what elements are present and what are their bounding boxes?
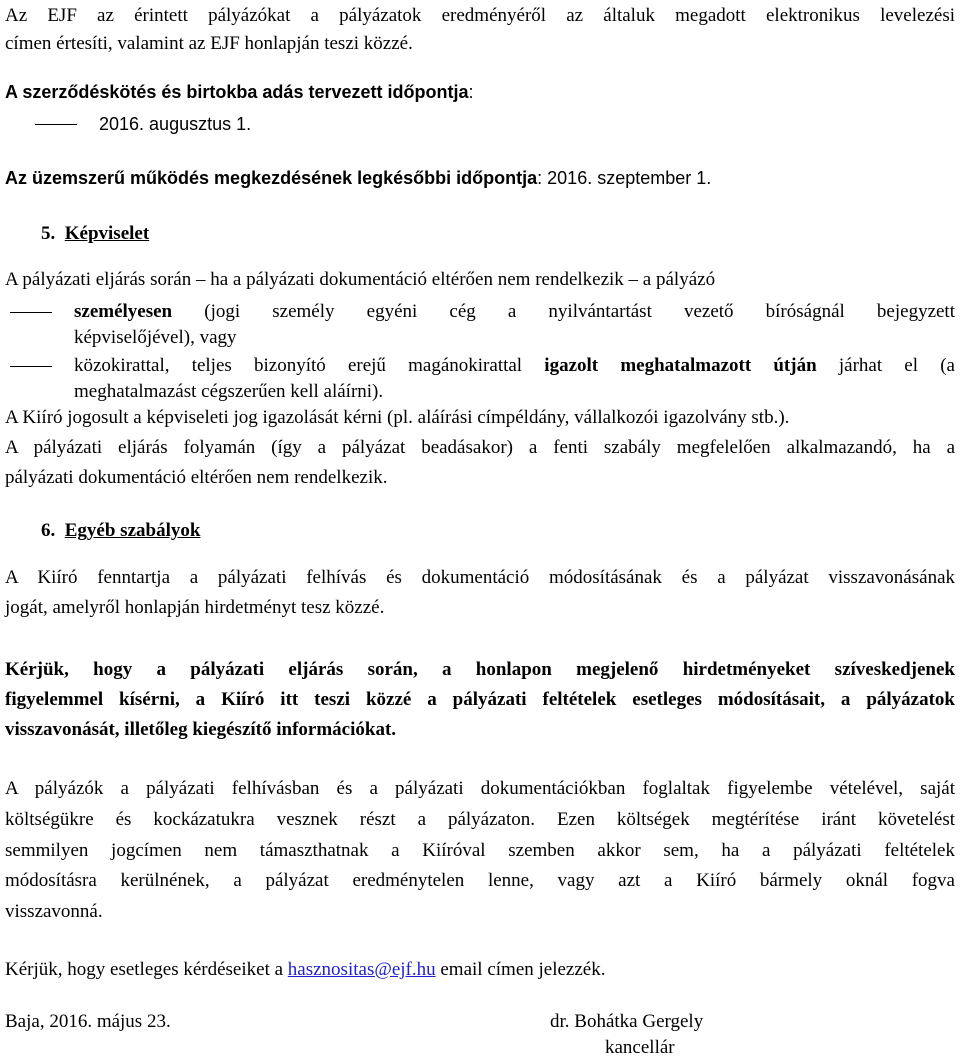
dash-bullet-2 <box>10 366 52 367</box>
cost-line-3: semmilyen jogcímen nem támaszthatnak a Kiíróval szemben akkor sem, ha a pályázati feltételek <box>5 840 955 861</box>
contract-colon: : <box>468 82 474 102</box>
contact-pre: Kérjük, hogy esetleges kérdéseiket a <box>5 959 288 980</box>
notice-line-2: figyelemmel kísérni, a Kiíró itt teszi közzé a pályázati feltételek esetleges módosításait, a pályázatok <box>5 689 955 710</box>
dash-bullet-1 <box>10 312 52 313</box>
bullet-1-line-1 <box>74 298 955 326</box>
bullet-2-bold: igazolt meghatalmazott útján <box>544 355 817 376</box>
bullet-1-line-2: képviselőjével), vagy <box>74 327 237 348</box>
bullet-1-rest: (jogi személy egyéni cég a nyilvántartást vezető bíróságnál bejegyzett <box>172 301 955 322</box>
section-5-para-3-line-2: pályázati dokumentáció eltérően nem rendelkezik. <box>5 467 388 488</box>
section-5-para-3-line-1: A pályázati eljárás folyamán (így a pályázat beadásakor) a fenti szabály megfelelően alkalmazandó, ha a <box>5 437 955 458</box>
operation-date-line <box>5 164 711 192</box>
cost-line-4: módosításra kerülnének, a pályázat eredménytelen lenne, vagy azt a Kiíró bármely oknál fogva <box>5 870 955 891</box>
signer-name: dr. Bohátka Gergely <box>550 1011 704 1032</box>
section-5-para-2: A Kiíró jogosult a képviseleti jog igazolását kérni (pl. aláírási címpéldány, vállalkozói igazolvány stb.). <box>5 407 790 428</box>
section-6-number: 6. <box>41 520 56 541</box>
intro-line-1: Az EJF az érintett pályázókat a pályázatok eredményéről az általuk megadott elektronikus levelezési <box>5 5 955 26</box>
notice-line-3: visszavonását, illetőleg kiegészítő információkat. <box>5 719 397 740</box>
contract-date-item <box>5 110 251 138</box>
cost-line-5: visszavonná. <box>5 901 103 922</box>
contract-date-value: 2016. augusztus 1. <box>99 114 252 134</box>
contract-date-label: A szerződéskötés és birtokba adás tervezett időpontja <box>5 82 469 102</box>
signer-title: kancellár <box>605 1037 675 1058</box>
section-6-para-line-2: jogát, amelyről honlapján hirdetményt tesz közzé. <box>5 597 385 618</box>
cost-line-1: A pályázók a pályázati felhívásban és a pályázati dokumentációkban foglaltak figyelembe vételével, saját <box>5 778 955 799</box>
section-6-title: Egyéb szabályok <box>64 520 201 541</box>
section-6-heading <box>41 517 200 545</box>
bullet-2-line-2: meghatalmazást cégszerűen kell aláírni). <box>74 381 384 402</box>
bullet-2-pre: közokirattal, teljes bizonyító erejű magánokirattal <box>74 355 545 376</box>
email-link[interactable]: hasznositas@ejf.hu <box>287 959 436 980</box>
bullet-1-bold: személyesen <box>74 301 173 322</box>
section-5-number: 5. <box>41 223 56 244</box>
bullet-2-post: járhat el (a <box>816 355 955 376</box>
bullet-2-line-1 <box>74 352 955 380</box>
contact-post: email címen jelezzék. <box>435 959 606 980</box>
dash-bullet <box>35 124 77 125</box>
cost-line-2: költségükre és kockázatukra vesznek részt a pályázaton. Ezen költségek megtérítése iránt követelést <box>5 809 955 830</box>
operation-date-value: : 2016. szeptember 1. <box>537 168 712 188</box>
place-date: Baja, 2016. május 23. <box>5 1011 171 1032</box>
contract-date-heading <box>5 78 473 106</box>
section-5-title: Képviselet <box>64 223 150 244</box>
section-5-intro: A pályázati eljárás során – ha a pályázati dokumentáció eltérően nem rendelkezik – a pályázó <box>5 269 716 290</box>
contact-line <box>5 956 605 984</box>
operation-date-label: Az üzemszerű működés megkezdésének legkésőbbi időpontja <box>5 168 538 188</box>
notice-line-1: Kérjük, hogy a pályázati eljárás során, a honlapon megjelenő hirdetményeket szíveskedjenek <box>5 659 955 680</box>
section-6-para-line-1: A Kiíró fenntartja a pályázati felhívás és dokumentáció módosításának és a pályázat visszavonásának <box>5 567 955 588</box>
section-5-heading <box>41 220 149 248</box>
intro-line-2: címen értesíti, valamint az EJF honlapján teszi közzé. <box>5 33 413 54</box>
